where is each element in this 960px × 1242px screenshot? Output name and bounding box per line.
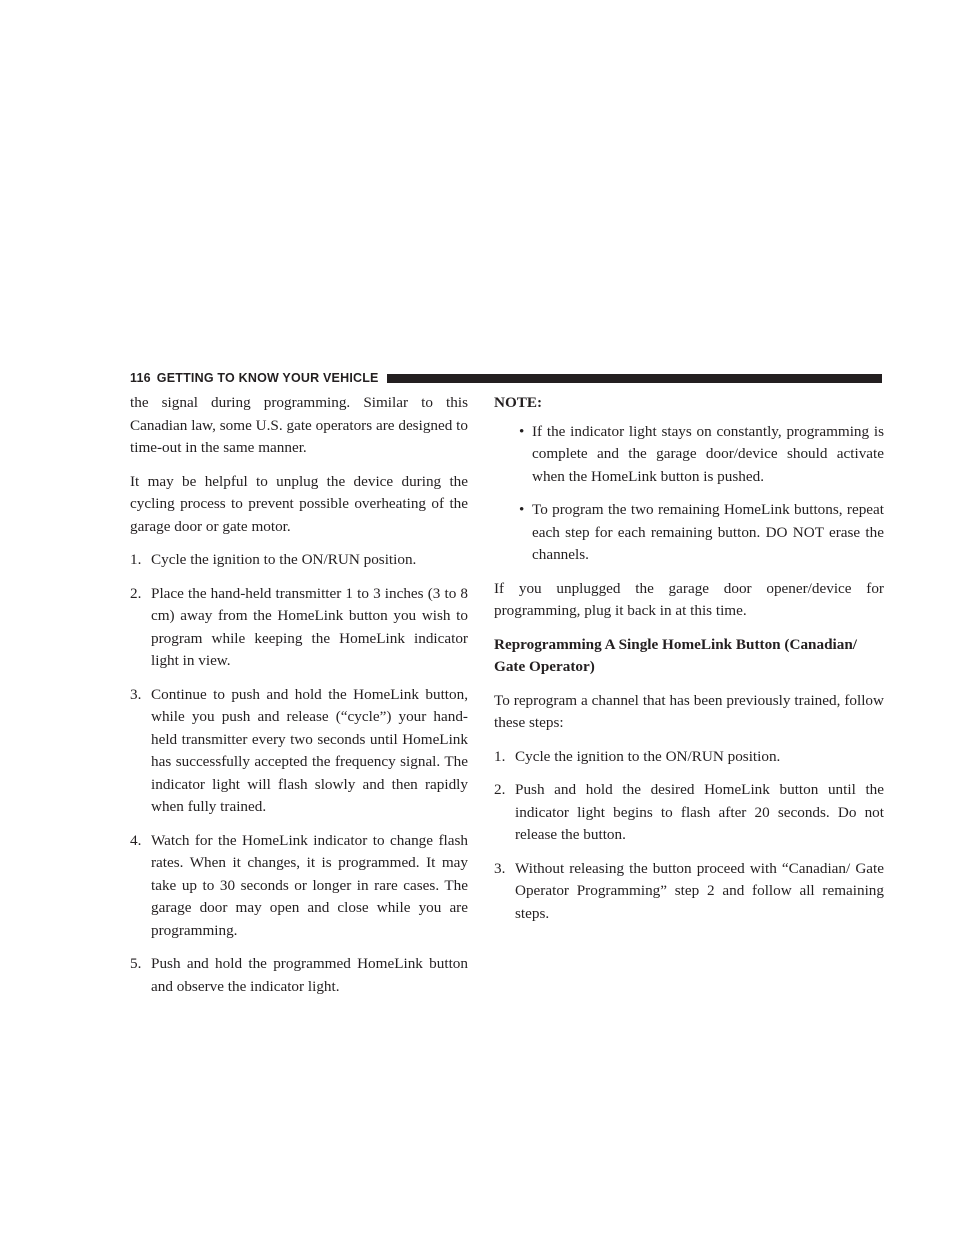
- page-number: 116: [130, 371, 151, 385]
- header-rule: [387, 374, 882, 383]
- list-item: [494, 746, 884, 769]
- list-item: [494, 858, 884, 926]
- step-number: 3.: [494, 859, 506, 877]
- step-text: Continue to push and hold the HomeLink button, while you push and release (“cycle”) your hand-held transmitter every two seconds until HomeLink has successfully accepted the frequency signal. The indicator light will flash slowly and then rapidly when fully trained.: [151, 685, 468, 815]
- bullet-icon: •: [519, 422, 525, 440]
- note-bullet: [494, 421, 884, 489]
- list-item: [130, 830, 468, 943]
- step-number: 5.: [130, 955, 142, 972]
- note-label: NOTE:: [494, 394, 543, 411]
- list-item: [130, 953, 468, 998]
- step-number: 1.: [130, 551, 142, 568]
- step-text: Place the hand-held transmitter 1 to 3 inches (3 to 8 cm) away from the HomeLink button you wish to program while keeping the HomeLink indicator light in view.: [151, 584, 468, 669]
- paragraph-unplugged: If you unplugged the garage door opener/device for programming, plug it back in at this time.: [494, 579, 884, 619]
- step-text: Push and hold the programmed HomeLink button and observe the indicator light.: [151, 955, 468, 995]
- step-number: 2.: [130, 584, 142, 602]
- right-column: [494, 392, 884, 936]
- step-text: Cycle the ignition to the ON/RUN position.: [151, 551, 417, 568]
- paragraph-unplug-tip: It may be helpful to unplug the device during the cycling process to prevent possible overheating of the garage door or gate motor.: [130, 472, 468, 535]
- step-text: Cycle the ignition to the ON/RUN position.: [515, 747, 781, 765]
- step-text: Watch for the HomeLink indicator to change flash rates. When it changes, it is programmed. It may take up to 30 seconds or longer in rare cases. The garage door may open and close while you are programming.: [151, 831, 468, 939]
- list-item: [494, 779, 884, 847]
- step-text: Push and hold the desired HomeLink button until the indicator light begins to flash after 20 seconds. Do not release the button.: [515, 781, 884, 843]
- bullet-text: If the indicator light stays on constantly, programming is complete and the garage door/device should activate when the HomeLink button is pushed.: [532, 422, 884, 485]
- list-item: [130, 549, 468, 572]
- step-text: Without releasing the button proceed with “Canadian/ Gate Operator Programming” step 2 and follow all remaining steps.: [515, 859, 884, 922]
- step-number: 2.: [494, 781, 506, 798]
- page-header: [130, 370, 882, 386]
- bullet-icon: •: [519, 501, 525, 518]
- list-item: [130, 583, 468, 673]
- list-item: [130, 684, 468, 819]
- step-number: 4.: [130, 831, 142, 849]
- paragraph-intro: To reprogram a channel that has been previously trained, follow these steps:: [494, 691, 884, 731]
- step-number: 1.: [494, 747, 506, 765]
- left-column: [130, 392, 468, 1009]
- note-bullet: [494, 499, 884, 567]
- bullet-text: To program the two remaining HomeLink buttons, repeat each step for each remaining button. DO NOT erase the channels.: [532, 501, 884, 563]
- section-heading: Reprogramming A Single HomeLink Button (Canadian/ Gate Operator): [494, 635, 858, 675]
- section-title: GETTING TO KNOW YOUR VEHICLE: [156, 371, 379, 385]
- step-number: 3.: [130, 685, 142, 703]
- paragraph-signal: the signal during programming. Similar to this Canadian law, some U.S. gate operators are designed to time-out in the same manner.: [130, 394, 468, 456]
